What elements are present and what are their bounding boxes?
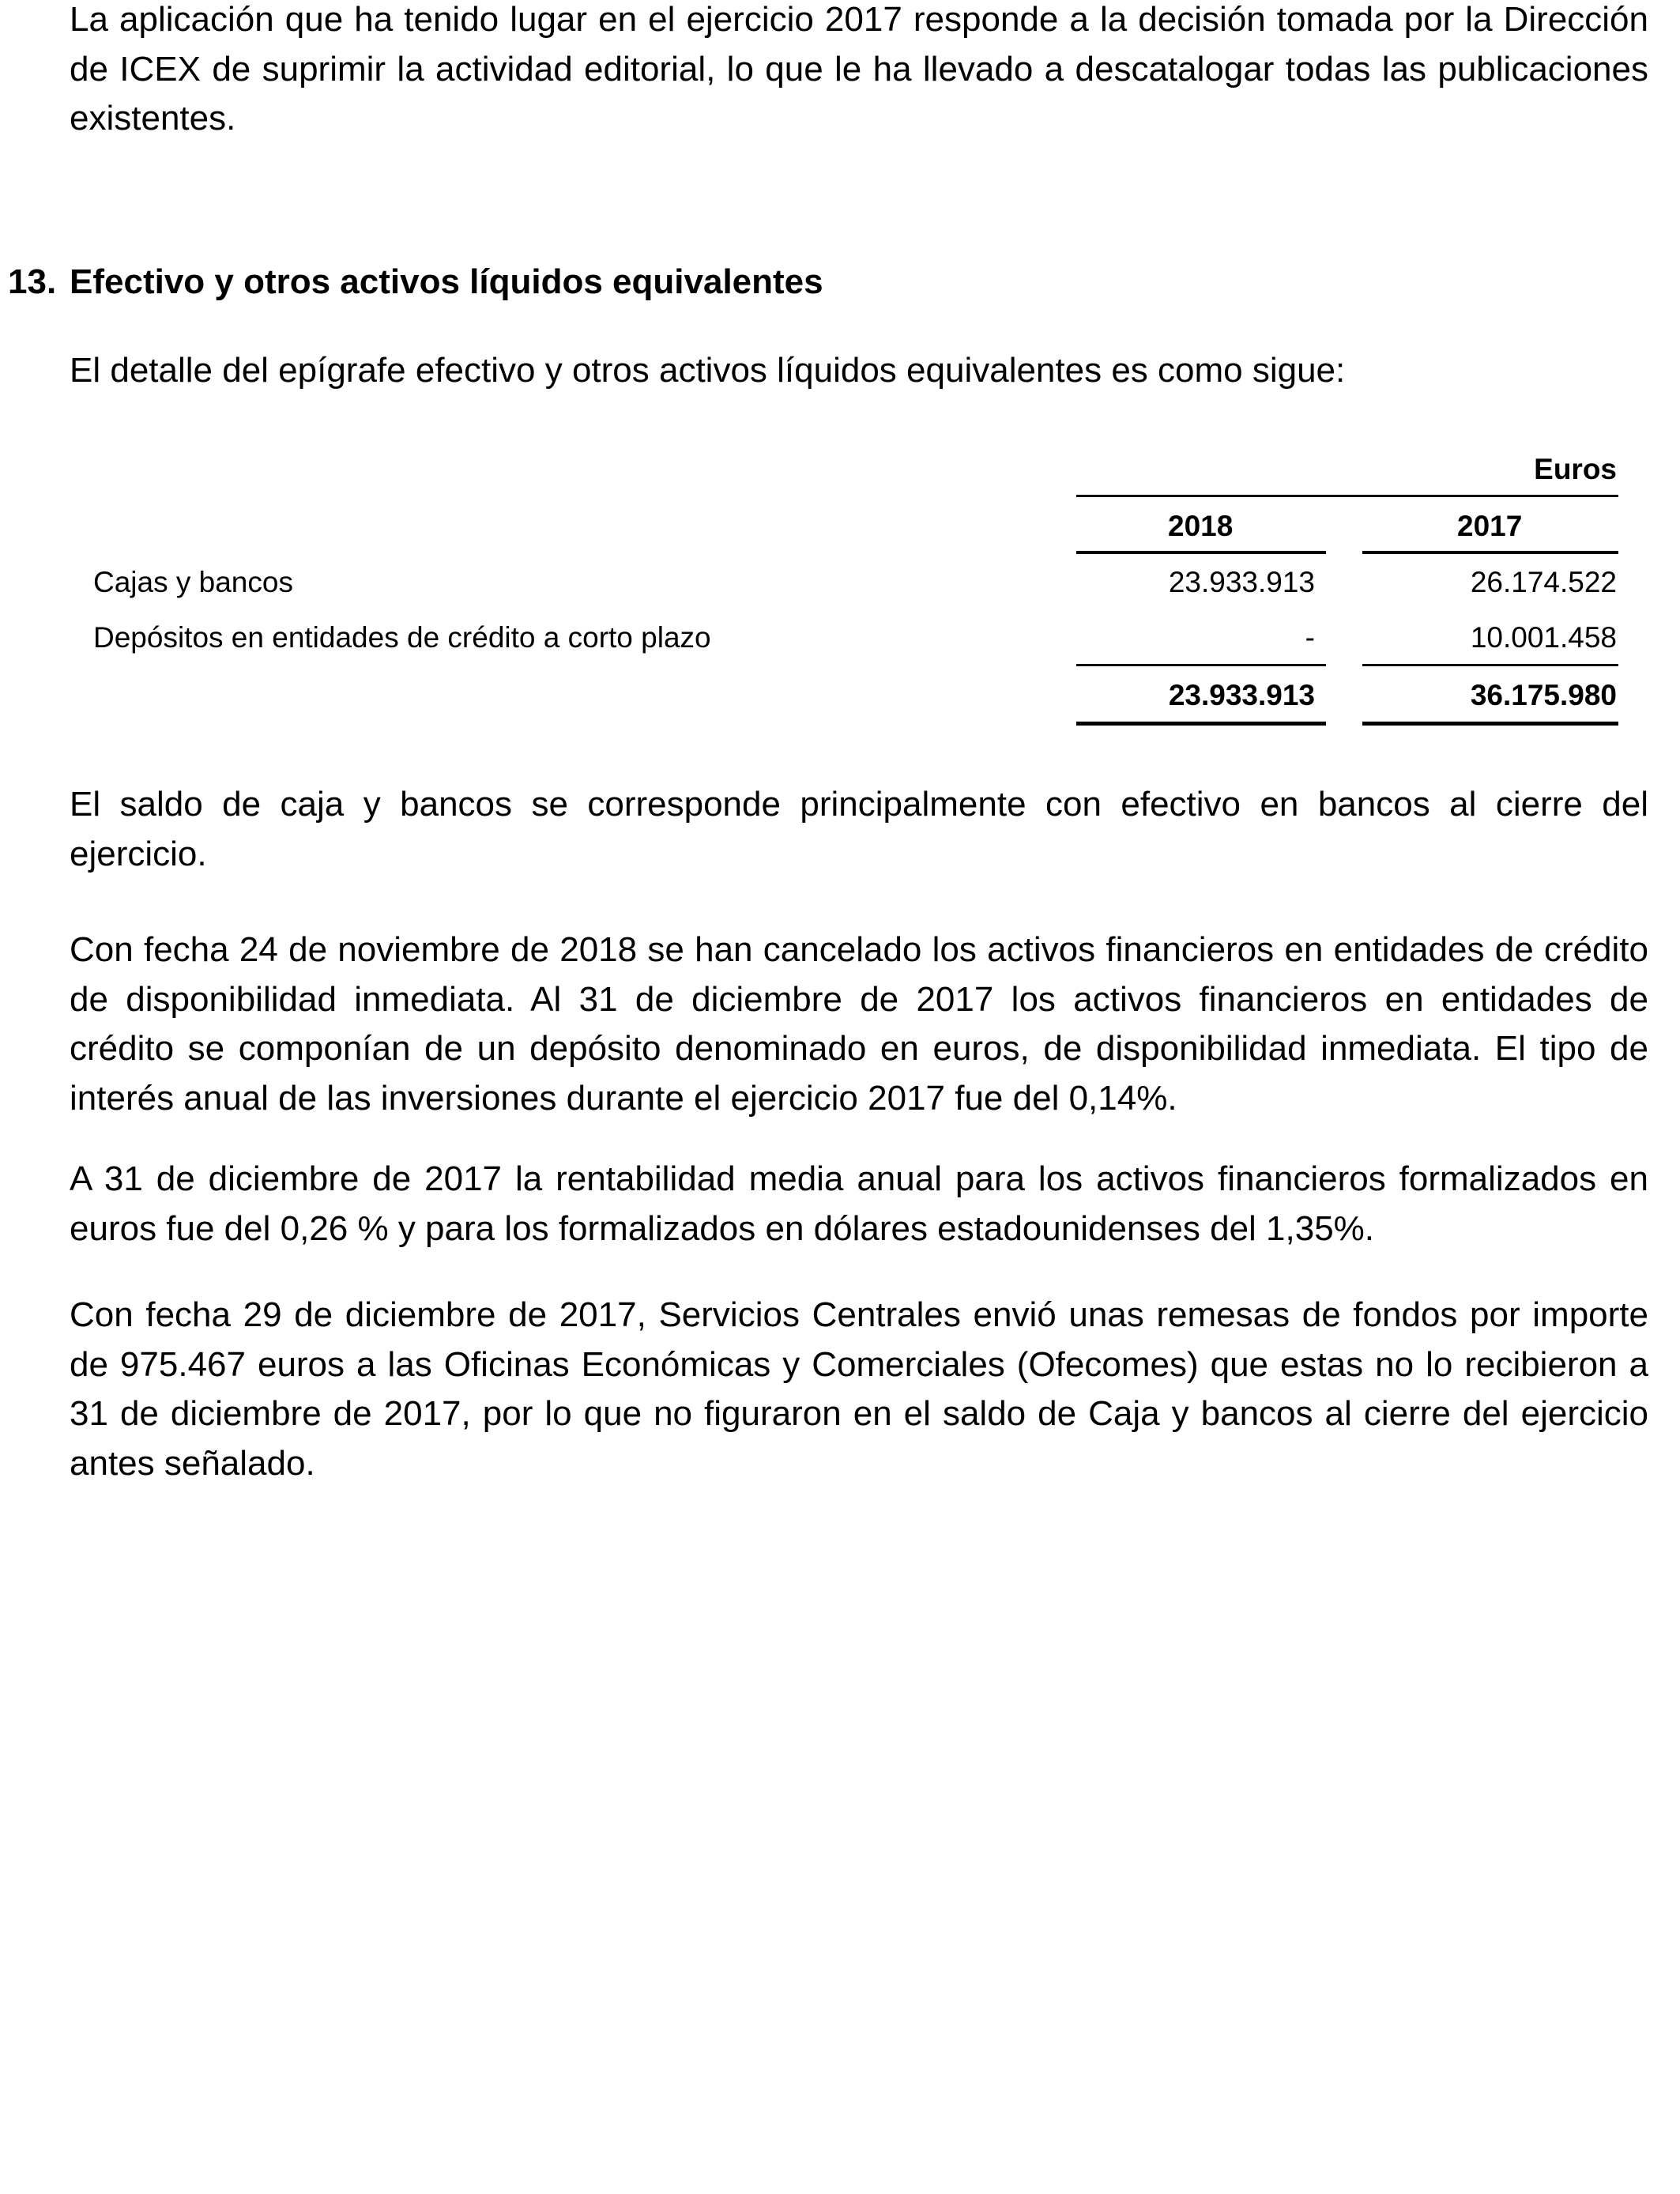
- total-rule-2018: [1076, 722, 1326, 726]
- table-cell-value: 10.001.458: [1470, 621, 1617, 654]
- table-cell-value: 26.174.522: [1470, 566, 1617, 598]
- subtotal-rule-2017: [1362, 664, 1618, 666]
- section-number: 13.: [8, 262, 57, 301]
- currency-header: Euros: [1534, 453, 1617, 485]
- column-rule-2018: [1076, 551, 1326, 554]
- table-cell-value: 23.933.913: [1168, 566, 1315, 598]
- paragraph-cancelacion: Con fecha 24 de noviembre de 2018 se han cancelado los activos financieros en entidades de crédito de disponibilidad inmediata. Al 31 de diciembre de 2017 los activos financieros en entidades de crédito se componían de un depósito denominado en euros, de disponibilidad inmediata. El tipo de interés anual de las inversiones durante el ejercicio 2017 fue del 0,14%.: [70, 930, 1648, 1118]
- total-rule-2017: [1362, 722, 1618, 726]
- section-title: Efectivo y otros activos líquidos equivalentes: [70, 262, 823, 301]
- table-row-label: Depósitos en entidades de crédito a corto plazo: [93, 621, 711, 654]
- paragraph-remesas: Con fecha 29 de diciembre de 2017, Servicios Centrales envió unas remesas de fondos por importe de 975.467 euros a las Oficinas Económicas y Comerciales (Ofecomes) que estas no lo recibieron a 31 de diciembre de 2017, por lo que no figuraron en el saldo de Caja y bancos al cierre del ejercicio antes señalado.: [70, 1295, 1648, 1483]
- table-intro: El detalle del epígrafe efectivo y otros activos líquidos equivalentes es como sigue:: [70, 351, 1346, 390]
- intro-paragraph: La aplicación que ha tenido lugar en el ejercicio 2017 responde a la decisión tomada por la Dirección de ICEX de suprimir la actividad editorial, lo que le ha llevado a descatalogar todas las publicaciones existentes.: [70, 0, 1648, 138]
- subtotal-rule-2018: [1076, 664, 1326, 666]
- table-cell-value: -: [1305, 621, 1315, 654]
- column-header-2018: 2018: [1168, 510, 1234, 542]
- column-header-2017: 2017: [1457, 510, 1523, 542]
- total-value-2017: 36.175.980: [1470, 679, 1617, 711]
- section-heading: [8, 258, 823, 307]
- paragraph-rentabilidad: A 31 de diciembre de 2017 la rentabilidad media anual para los activos financieros formalizados en euros fue del 0,26 % y para los formalizados en dólares estadounidenses del 1,35%.: [70, 1159, 1648, 1248]
- total-value-2018: 23.933.913: [1168, 679, 1315, 711]
- header-rule: [1076, 495, 1618, 497]
- table-row-label: Cajas y bancos: [93, 566, 293, 598]
- column-rule-2017: [1362, 551, 1618, 554]
- paragraph-saldo: El saldo de caja y bancos se corresponde principalmente con efectivo en bancos al cierre del ejercicio.: [70, 785, 1648, 873]
